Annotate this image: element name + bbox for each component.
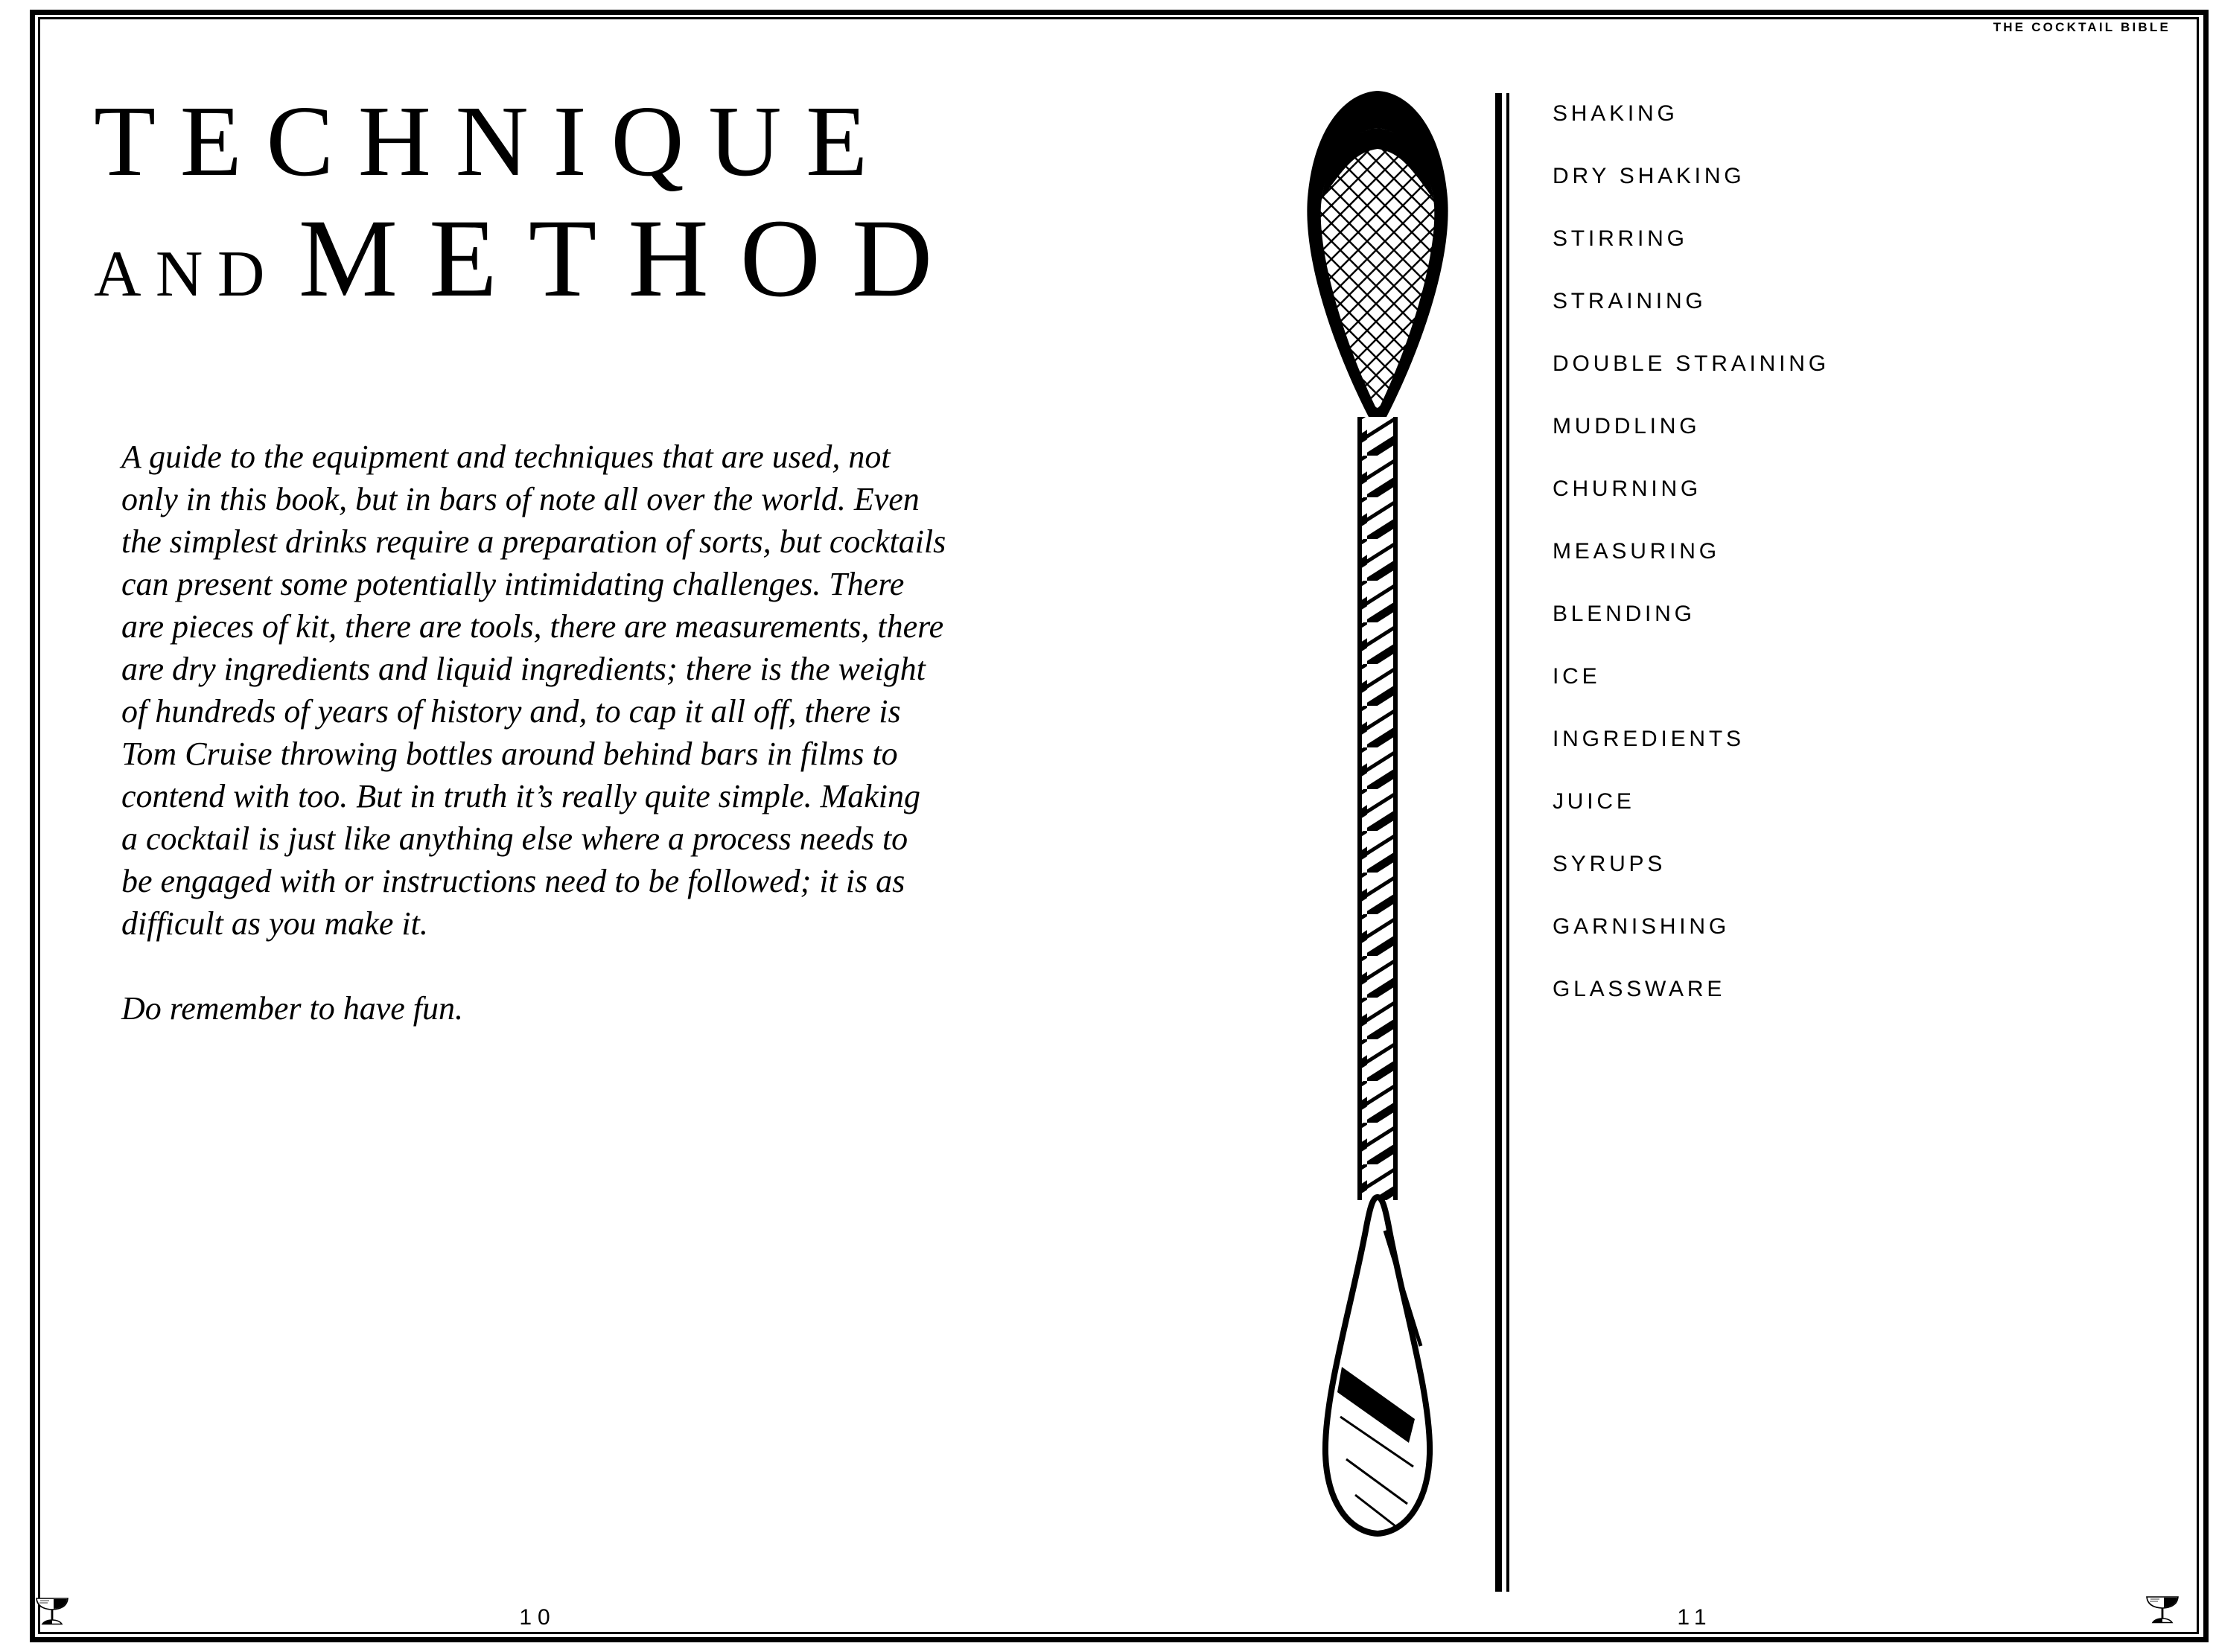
contents-item: SYRUPS xyxy=(1553,852,1666,876)
intro-line: difficult as you make it. xyxy=(121,905,428,942)
contents-item: MEASURING xyxy=(1553,539,1720,564)
intro-line: A guide to the equipment and techniques that are used, not xyxy=(121,438,891,475)
cocktail-glass-icon xyxy=(34,1594,70,1625)
contents-item: GLASSWARE xyxy=(1553,977,1726,1001)
intro-line: a cocktail is just like anything else where a process needs to xyxy=(121,820,908,857)
chapter-title-and: AND xyxy=(94,238,279,310)
contents-item: BLENDING xyxy=(1553,602,1696,626)
running-head-book-title: THE COCKTAIL BIBLE xyxy=(1993,20,2171,34)
intro-line: only in this book, but in bars of note all over the world. Even xyxy=(121,481,920,517)
chapter-title-line1: TECHNIQUE xyxy=(94,86,892,197)
contents-item: ICE xyxy=(1553,664,1601,689)
intro-line: of hundreds of years of history and, to cap it all off, there is xyxy=(121,693,901,730)
contents-item: STRAINING xyxy=(1553,289,1707,313)
chapter-title-line2 xyxy=(94,197,964,320)
page-number-left: 10 xyxy=(519,1605,556,1630)
intro-line: the simplest drinks require a preparation of sorts, but cocktails xyxy=(121,523,946,560)
intro-line: contend with too. But in truth it’s really quite simple. Making xyxy=(121,778,921,814)
contents-item: MUDDLING xyxy=(1553,414,1701,438)
intro-line: can present some potentially intimidating challenges. There xyxy=(121,566,905,602)
contents-item: DRY SHAKING xyxy=(1553,164,1745,188)
intro-paragraph xyxy=(121,436,1000,945)
page-divider-thick-rule xyxy=(1495,93,1502,1592)
intro-line: Tom Cruise throwing bottles around behind bars in films to xyxy=(121,736,898,772)
intro-line: are pieces of kit, there are tools, there are measurements, there xyxy=(121,608,944,645)
contents-item: STIRRING xyxy=(1553,226,1688,251)
page-number-right: 11 xyxy=(1677,1605,1713,1630)
contents-item: DOUBLE STRAINING xyxy=(1553,351,1830,376)
contents-item: GARNISHING xyxy=(1553,914,1731,939)
page-divider-thin-rule xyxy=(1506,93,1509,1592)
intro-line: be engaged with or instructions need to be followed; it is as xyxy=(121,863,905,899)
intro-line: are dry ingredients and liquid ingredients; there is the weight xyxy=(121,651,926,687)
closing-line: Do remember to have fun. xyxy=(121,990,464,1027)
contents-item: JUICE xyxy=(1553,789,1635,814)
contents-item: CHURNING xyxy=(1553,476,1702,501)
contents-item: SHAKING xyxy=(1553,101,1678,126)
chapter-title-method: METHOD xyxy=(298,197,964,320)
cocktail-glass-icon xyxy=(2145,1592,2180,1624)
contents-item: INGREDIENTS xyxy=(1553,727,1745,751)
contents-list xyxy=(1553,83,1830,1021)
bar-spoon-illustration xyxy=(1296,80,1459,1540)
